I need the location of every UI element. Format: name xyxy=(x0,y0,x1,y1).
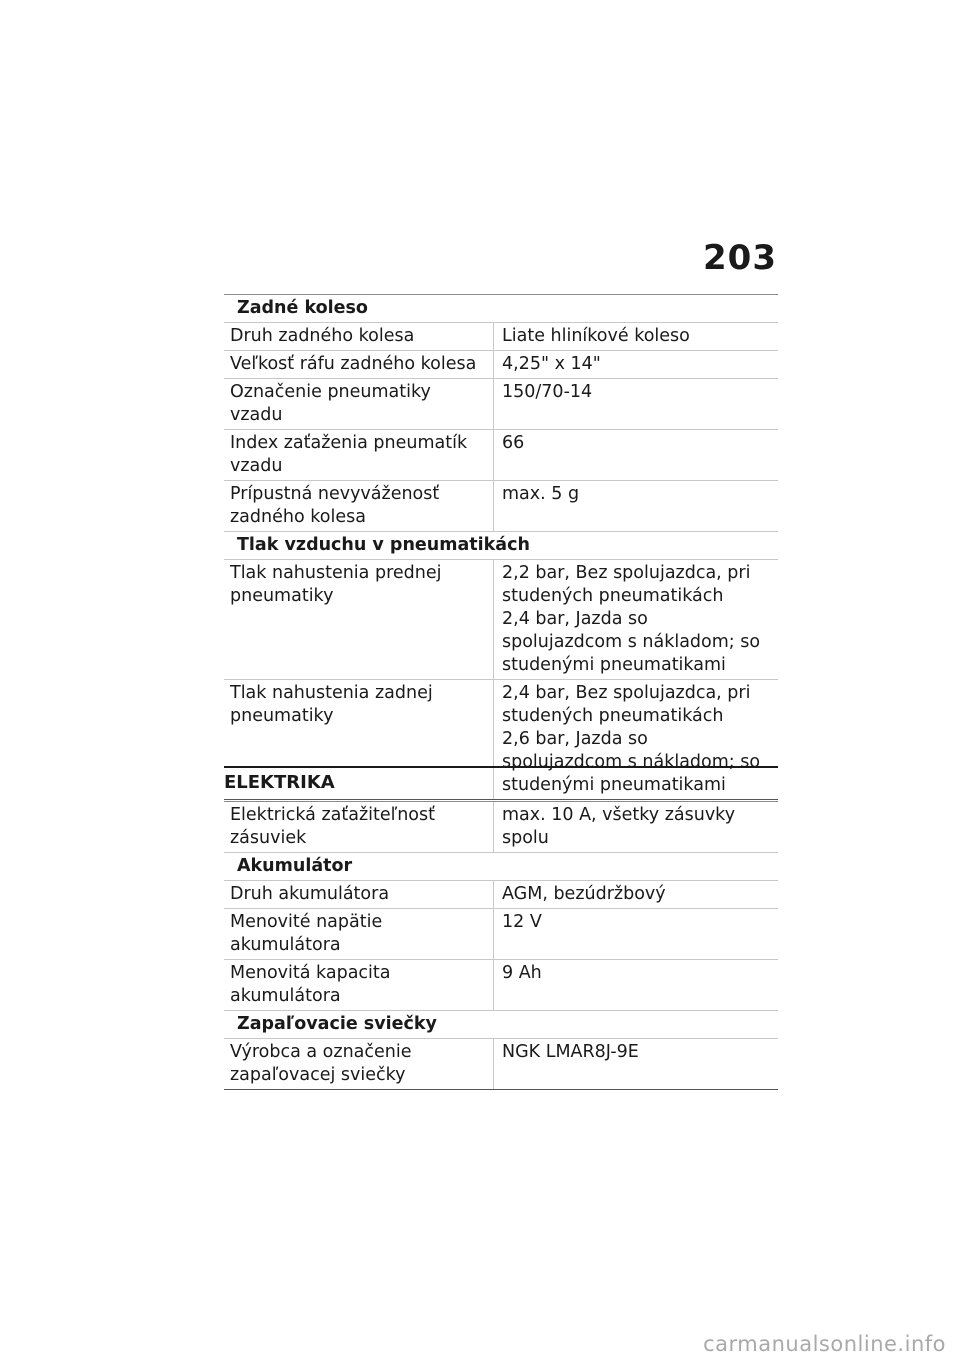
group-header-tire-pressure: Tlak vzduchu v pneumatikách xyxy=(224,532,778,560)
row-value: 66 xyxy=(502,433,525,453)
row-value: 9 Ah xyxy=(502,963,542,983)
group-header-rear-wheel: Zadné koleso xyxy=(224,295,778,323)
table-row xyxy=(224,909,778,960)
row-value: 2,4 bar, Bez spolujazdca, pri studených pneumatikách 2,6 bar, Jazda so spolujazdcom s nákladom; so studenými pneumatikami xyxy=(502,683,761,795)
row-value: NGK LMAR8J-9E xyxy=(502,1042,639,1062)
page-number: 203 xyxy=(703,238,777,278)
spec-table-wheels xyxy=(224,294,778,800)
row-label: Index zaťaženia pneumatík vzadu xyxy=(224,430,494,480)
row-value: AGM, bezúdržbový xyxy=(502,884,666,904)
row-label: Tlak nahustenia zadnej pneumatiky xyxy=(224,680,494,799)
row-label: Menovitá kapacita akumulátora xyxy=(224,960,494,1010)
row-value: max. 5 g xyxy=(502,484,580,504)
row-value: 4,25" x 14" xyxy=(502,354,601,374)
table-row xyxy=(224,430,778,481)
table-row xyxy=(224,881,778,909)
row-label: Veľkosť ráfu zadného kolesa xyxy=(224,351,494,378)
watermark-link[interactable]: carmanualsonline.info xyxy=(703,1332,946,1356)
row-label: Označenie pneumatiky vzadu xyxy=(224,379,494,429)
row-value: 2,2 bar, Bez spolujazdca, pri studených pneumatikách 2,4 bar, Jazda so spolujazdcom s nákladom; so studenými pneumatikami xyxy=(502,563,761,675)
row-label: Tlak nahustenia prednej pneumatiky xyxy=(224,560,494,679)
row-value: Liate hliníkové koleso xyxy=(502,326,690,346)
row-label: Prípustná nevyváženosť zadného kolesa xyxy=(224,481,494,531)
row-label: Menovité napätie akumulátora xyxy=(224,909,494,959)
row-label: Druh zadného kolesa xyxy=(224,323,494,350)
table-row xyxy=(224,960,778,1011)
section-title-electrics: ELEKTRIKA xyxy=(224,768,778,802)
row-value: 150/70-14 xyxy=(502,382,593,402)
row-value: 12 V xyxy=(502,912,542,932)
table-row xyxy=(224,1039,778,1090)
table-row xyxy=(224,379,778,430)
row-label: Druh akumulátora xyxy=(224,881,494,908)
row-label: Výrobca a označenie zapaľovacej sviečky xyxy=(224,1039,494,1089)
table-row xyxy=(224,351,778,379)
row-value: max. 10 A, všetky zásuvky spolu xyxy=(502,805,736,848)
row-label: Elektrická zaťažiteľnosť zásuviek xyxy=(224,802,494,852)
table-row xyxy=(224,481,778,532)
spec-table-electrics xyxy=(224,766,778,1090)
table-row xyxy=(224,802,778,853)
group-header-battery: Akumulátor xyxy=(224,853,778,881)
table-row xyxy=(224,560,778,680)
group-header-spark-plugs: Zapaľovacie sviečky xyxy=(224,1011,778,1039)
table-row xyxy=(224,323,778,351)
